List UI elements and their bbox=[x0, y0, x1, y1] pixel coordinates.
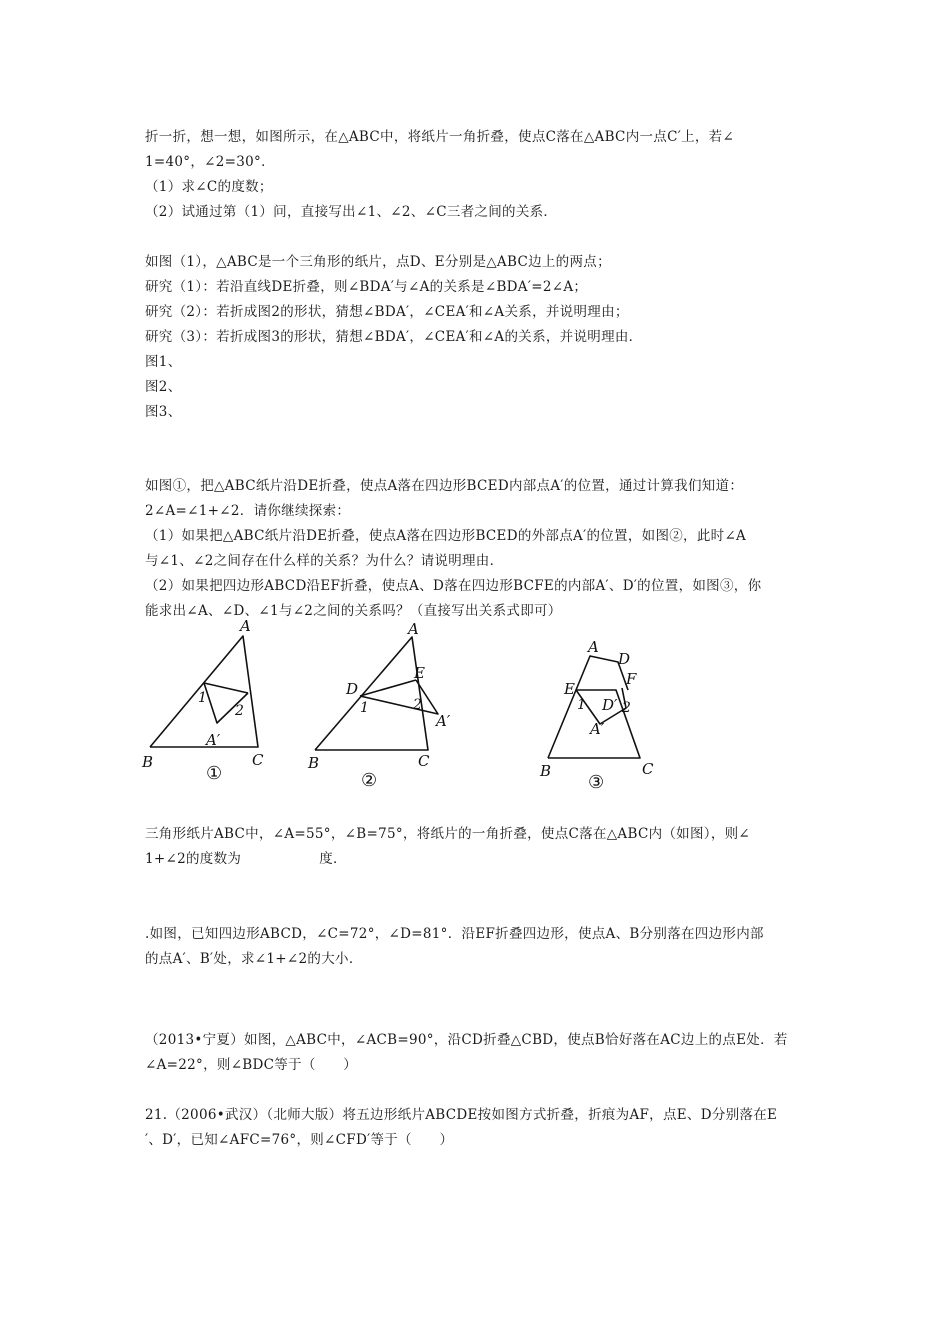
problem4-line1: 三角形纸片ABC中，∠A=55°，∠B=75°，将纸片的一角折叠，使点C落在△ABC内（如图），则∠ bbox=[145, 826, 751, 842]
figure-3-label-c: C bbox=[642, 760, 654, 778]
problem2-intro: 如图（1），△ABC是一个三角形的纸片，点D、E分别是△ABC边上的两点； bbox=[145, 254, 611, 270]
problem3-line1: 如图①，把△ABC纸片沿DE折叠，使点A落在四边形BCED内部点A′的位置，通过计算我们知道： bbox=[145, 478, 744, 494]
figure-3-label-b: B bbox=[540, 762, 552, 780]
figure-3-label-a: A bbox=[588, 638, 599, 656]
figure-2-label-d: D bbox=[346, 680, 359, 698]
problem6-line1: （2013•宁夏）如图，△ABC中，∠ACB=90°，沿CD折叠△CBD，使点B恰好落在AC边上的点E处．若 bbox=[145, 1032, 788, 1048]
figure-2-label-c: C bbox=[418, 752, 430, 770]
figure-1-angle-2: 2 bbox=[235, 703, 244, 719]
problem2-figure2-label: 图2、 bbox=[145, 379, 182, 395]
problem3-question2b: 能求出∠A、∠D、∠1与∠2之间的关系吗？（直接写出关系式即可） bbox=[145, 603, 562, 619]
figure-3-angle-2: 2 bbox=[622, 700, 631, 716]
figure-3-label-f: F bbox=[626, 670, 637, 688]
figure-2-label-a: A bbox=[408, 620, 419, 638]
figure-2-diagram bbox=[300, 620, 470, 795]
figure-2-label-a-prime: A′ bbox=[436, 712, 451, 730]
problem2-research1: 研究（1）：若沿直线DE折叠，则∠BDA′与∠A的关系是∠BDA′=2∠A； bbox=[145, 279, 588, 295]
figure-2-angle-1: 1 bbox=[360, 700, 369, 716]
figure-1-label-c: C bbox=[252, 751, 264, 769]
problem3-line2: 2∠A=∠1+∠2．请你继续探索： bbox=[145, 503, 351, 519]
problem2-figure1-label: 图1、 bbox=[145, 354, 182, 370]
problem2-research3: 研究（3）：若折成图3的形状，猜想∠BDA′，∠CEA′和∠A的关系，并说明理由． bbox=[145, 329, 643, 345]
figure-1-fold-line bbox=[204, 683, 248, 693]
problem1-line2: 1=40°，∠2=30°． bbox=[145, 154, 275, 170]
problem1-line1: 折一折，想一想，如图所示，在△ABC中，将纸片一角折叠，使点C落在△ABC内一点C′上，若∠ bbox=[145, 129, 735, 145]
figure-3-label-d: D bbox=[618, 650, 631, 668]
problem5-line1: .如图，已知四边形ABCD，∠C=72°，∠D=81°．沿EF折叠四边形，使点A、B分别落在四边形内部 bbox=[145, 926, 764, 942]
figure-3-angle-1: 1 bbox=[577, 697, 586, 713]
problem3-question1a: （1）如果把△ABC纸片沿DE折叠，使点A落在四边形BCED的外部点A′的位置，如图②，此时∠A bbox=[145, 528, 747, 544]
figure-2-angle-2: 2 bbox=[413, 697, 422, 713]
figure-1-label-a-prime: A′ bbox=[206, 731, 221, 749]
problem2-figure3-label: 图3、 bbox=[145, 404, 182, 420]
problem4-line2 bbox=[145, 849, 815, 869]
figure-1-angle-1: 1 bbox=[198, 690, 207, 706]
figure-2-caption: ② bbox=[361, 770, 378, 791]
problem1-question1: （1）求∠C的度数； bbox=[145, 179, 273, 195]
problem4-line2-end: 度． bbox=[319, 851, 347, 867]
figure-3-label-d-prime: D′ bbox=[602, 696, 618, 714]
problem2-research2: 研究（2）：若折成图2的形状，猜想∠BDA′，∠CEA′和∠A关系，并说明理由； bbox=[145, 304, 629, 320]
figure-3-label-e: E bbox=[564, 680, 575, 698]
problem3-question2a: （2）如果把四边形ABCD沿EF折叠，使点A、D落在四边形BCFE的内部A′、D′的位置，如图③，你 bbox=[145, 578, 762, 594]
figure-2-label-b: B bbox=[308, 754, 320, 772]
problem6-line2: ∠A=22°，则∠BDC等于（ ） bbox=[145, 1057, 358, 1073]
figure-1-diagram bbox=[140, 615, 280, 795]
problem7-line1: 21.（2006•武汉）（北师大版）将五边形纸片ABCDE按如图方式折叠，折痕为AF，点E、D分别落在E bbox=[145, 1107, 778, 1123]
problem3-question1b: 与∠1、∠2之间存在什么样的关系？为什么？请说明理由． bbox=[145, 553, 504, 569]
figure-1-label-b: B bbox=[142, 753, 154, 771]
problem7-line2: ′、D′，已知∠AFC=76°，则∠CFD′等于（ ） bbox=[145, 1132, 454, 1148]
figure-3-label-a-prime: A′ bbox=[590, 720, 605, 738]
problem1-question2: （2）试通过第（1）问，直接写出∠1、∠2、∠C三者之间的关系． bbox=[145, 204, 558, 220]
figure-3-diagram bbox=[530, 630, 670, 795]
figure-2-label-e: E bbox=[414, 664, 425, 682]
figure-3-caption: ③ bbox=[588, 772, 605, 793]
problem4-line2-start: 1+∠2的度数为 bbox=[145, 851, 242, 867]
problem5-line2: 的点A′、B′处，求∠1+∠2的大小． bbox=[145, 951, 363, 967]
figure-1-caption: ① bbox=[206, 763, 223, 784]
figure-1-label-a: A bbox=[240, 617, 251, 635]
